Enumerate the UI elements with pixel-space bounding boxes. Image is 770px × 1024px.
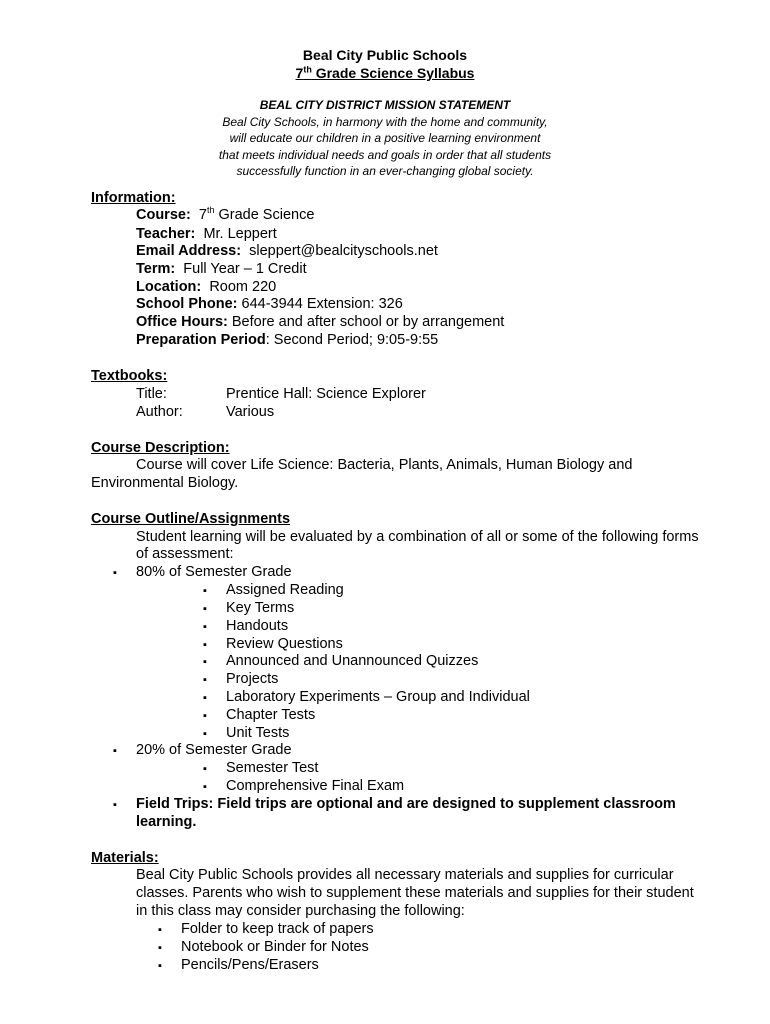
teacher-value: Mr. Leppert xyxy=(203,226,277,242)
prep-period-row xyxy=(136,332,438,348)
grade-number: 7 xyxy=(295,65,304,81)
field-trips-note: Field Trips: Field trips are optional and are designed to supplement classroom xyxy=(136,796,676,812)
course-superscript: th xyxy=(206,205,215,216)
bullet-icon: ▪ xyxy=(113,745,117,757)
assessment-item: Comprehensive Final Exam xyxy=(226,778,405,794)
assessment-item: Assigned Reading xyxy=(226,582,344,598)
bullet-icon: ▪ xyxy=(203,781,207,793)
assessment-item: Projects xyxy=(226,671,279,687)
bullet-icon: ▪ xyxy=(203,656,207,668)
field-trips-note: learning. xyxy=(136,814,197,830)
assessment-item: Handouts xyxy=(226,618,289,634)
bullet-icon: ▪ xyxy=(113,567,117,579)
materials-heading: Materials: xyxy=(91,850,159,866)
textbook-author-label: Author: xyxy=(136,404,183,420)
email-row xyxy=(136,243,438,259)
email-value[interactable]: sleppert@bealcityschools.net xyxy=(249,243,438,259)
phone-label: School Phone: xyxy=(136,296,238,312)
material-item: Folder to keep track of papers xyxy=(181,921,374,937)
mission-statement xyxy=(0,97,770,180)
assessment-item: Key Terms xyxy=(226,600,295,616)
bullet-icon: ▪ xyxy=(203,674,207,686)
course-description-line: Course will cover Life Science: Bacteria, Plants, Animals, Human Biology and xyxy=(136,457,633,473)
grade-group-20: 20% of Semester Grade xyxy=(136,742,292,758)
bullet-icon: ▪ xyxy=(158,942,162,954)
location-label: Location: xyxy=(136,279,202,295)
bullet-icon: ▪ xyxy=(203,763,207,775)
phone-value: 644-3944 Extension: 326 xyxy=(241,296,403,312)
email-label: Email Address: xyxy=(136,243,242,259)
teacher-label: Teacher: xyxy=(136,226,196,242)
bullet-icon: ▪ xyxy=(203,621,207,633)
materials-line: Beal City Public Schools provides all necessary materials and supplies for curricular xyxy=(136,867,674,883)
term-value: Full Year – 1 Credit xyxy=(183,261,307,277)
outline-intro-line: Student learning will be evaluated by a combination of all or some of the following forms xyxy=(136,529,699,545)
bullet-icon: ▪ xyxy=(203,728,207,740)
mission-line: will educate our children in a positive learning environment xyxy=(229,131,541,145)
bullet-icon: ▪ xyxy=(203,585,207,597)
bullet-icon: ▪ xyxy=(203,603,207,615)
assessment-item: Review Questions xyxy=(226,636,343,652)
outline-intro-line: of assessment: xyxy=(136,546,234,562)
assessment-item: Semester Test xyxy=(226,760,319,776)
school-name: Beal City Public Schools xyxy=(302,47,468,63)
textbooks-heading: Textbooks: xyxy=(91,368,168,384)
course-value: Grade Science xyxy=(214,207,315,223)
course-row xyxy=(136,207,314,223)
textbook-author-value: Various xyxy=(226,404,275,420)
office-hours-label: Office Hours: xyxy=(136,314,228,330)
bullet-icon: ▪ xyxy=(203,692,207,704)
assessment-item: Laboratory Experiments – Group and Individual xyxy=(226,689,530,705)
grade-group-80: 80% of Semester Grade xyxy=(136,564,292,580)
location-row xyxy=(136,279,276,295)
materials-line: classes. Parents who wish to supplement these materials and supplies for their student xyxy=(136,885,694,901)
mission-title: BEAL CITY DISTRICT MISSION STATEMENT xyxy=(259,98,511,112)
location-value: Room 220 xyxy=(209,279,277,295)
course-outline-heading: Course Outline/Assignments xyxy=(91,511,291,527)
bullet-icon: ▪ xyxy=(203,710,207,722)
term-row xyxy=(136,261,307,277)
prep-period-label: Preparation Period xyxy=(136,332,266,348)
bullet-icon: ▪ xyxy=(113,799,117,811)
material-item: Pencils/Pens/Erasers xyxy=(181,957,319,973)
materials-line: in this class may consider purchasing the following: xyxy=(136,903,465,919)
assessment-item: Announced and Unannounced Quizzes xyxy=(226,653,479,669)
assessment-item: Unit Tests xyxy=(226,725,290,741)
bullet-icon: ▪ xyxy=(158,960,162,972)
course-label: Course: xyxy=(136,207,191,223)
course-number: 7 xyxy=(198,207,207,223)
assessment-item: Chapter Tests xyxy=(226,707,316,723)
teacher-row xyxy=(136,226,277,242)
office-hours-value: Before and after school or by arrangement xyxy=(231,314,505,330)
course-description-heading: Course Description: xyxy=(91,440,230,456)
course-description-line: Environmental Biology. xyxy=(91,475,239,491)
bullet-icon: ▪ xyxy=(203,639,207,651)
textbook-title-value: Prentice Hall: Science Explorer xyxy=(226,386,426,402)
prep-period-value: : Second Period; 9:05-9:55 xyxy=(265,332,439,348)
syllabus-title xyxy=(0,65,770,81)
mission-line: successfully function in an ever-changing global society. xyxy=(236,164,534,178)
grade-superscript: th xyxy=(303,64,312,75)
material-item: Notebook or Binder for Notes xyxy=(181,939,369,955)
term-label: Term: xyxy=(136,261,176,277)
mission-line: Beal City Schools, in harmony with the home and community, xyxy=(222,114,548,129)
information-heading: Information: xyxy=(91,190,176,206)
syllabus-title-text: Grade Science Syllabus xyxy=(311,65,475,81)
office-hours-row xyxy=(136,314,504,330)
phone-row xyxy=(136,296,403,312)
mission-line: that meets individual needs and goals in order that all students xyxy=(218,147,552,162)
textbook-title-label: Title: xyxy=(136,386,167,402)
bullet-icon: ▪ xyxy=(158,924,162,936)
